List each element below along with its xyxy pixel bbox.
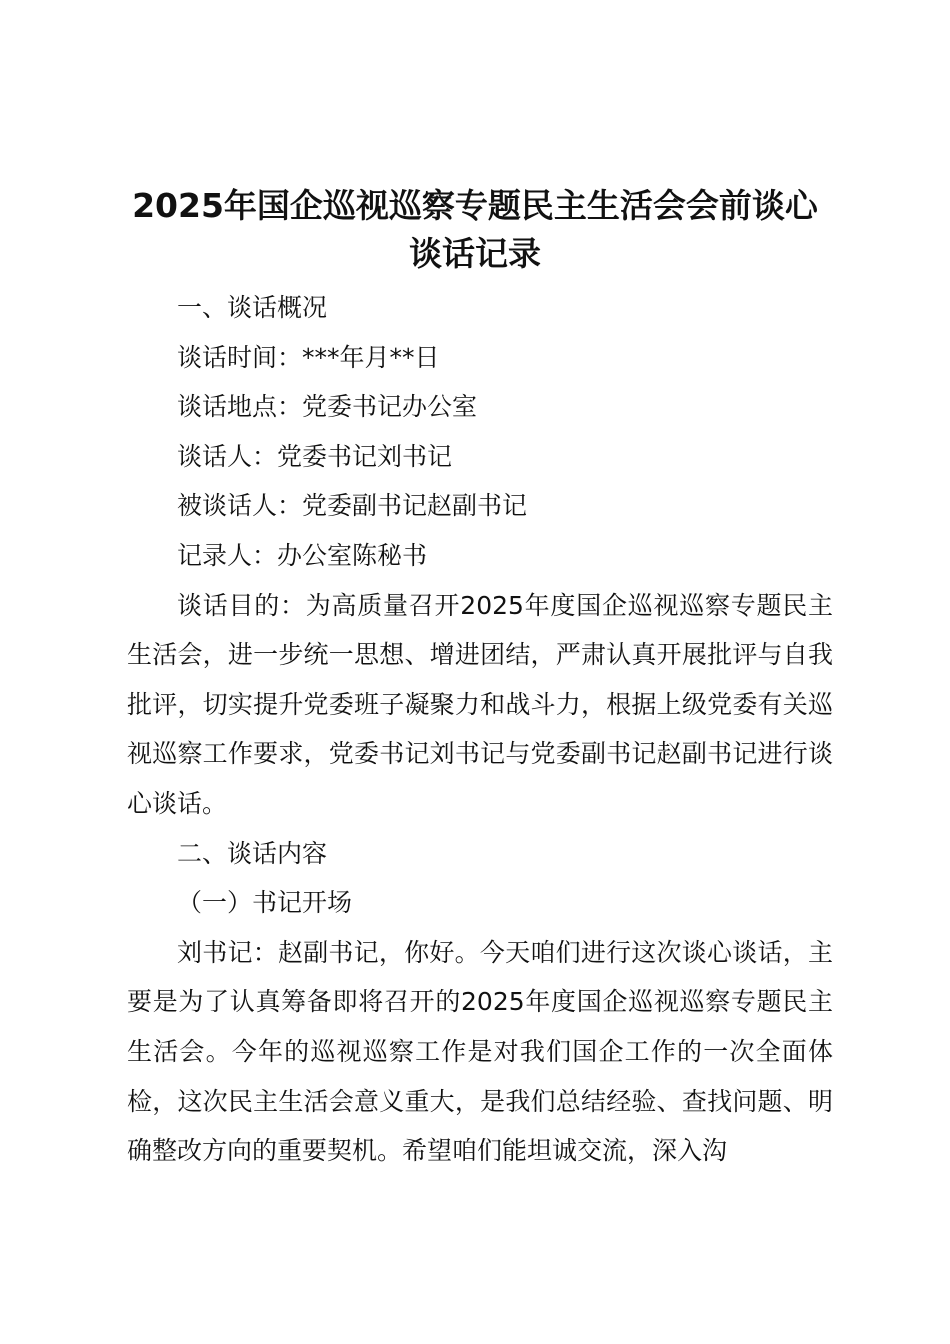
section-heading-overview: 一、谈话概况 bbox=[177, 293, 328, 322]
subsection-heading-opening: （一）书记开场 bbox=[177, 888, 353, 918]
document-title: 2025年国企巡视巡察专题民主生活会会前谈心谈话记录 bbox=[132, 186, 818, 273]
talk-time: 谈话时间：***年月**日 bbox=[177, 342, 440, 372]
talk-location: 谈话地点：党委书记办公室 bbox=[177, 392, 478, 422]
recorder: 记录人：办公室陈秘书 bbox=[177, 540, 428, 570]
talk-purpose-paragraph: 谈话目的：为高质量召开2025年度国企巡视巡察专题民主生活会，进一步统一思想、增进团结，严肃认真开展批评与自我批评，切实提升党委班子凝聚力和战斗力，根据上级党委有关巡视巡察工作要求，党委书记刘书记与党委副书记赵副书记进行谈心谈话。 bbox=[127, 590, 833, 818]
document-body bbox=[127, 283, 833, 1176]
section-heading-content: 二、谈话内容 bbox=[177, 838, 328, 868]
talker: 谈话人：党委书记刘书记 bbox=[177, 441, 453, 471]
interviewee: 被谈话人：党委副书记赵副书记 bbox=[177, 491, 528, 521]
secretary-opening-paragraph: 刘书记：赵副书记，你好。今天咱们进行这次谈心谈话，主要是为了认真筹备即将召开的2025年度国企巡视巡察专题民主生活会。今年的巡视巡察工作是对我们国企工作的一次全面体检，这次民主生活会意义重大，是我们总结经验、查找问题、明确整改方向的重要契机。希望咱们能坦诚交流，深入沟 bbox=[127, 937, 833, 1166]
